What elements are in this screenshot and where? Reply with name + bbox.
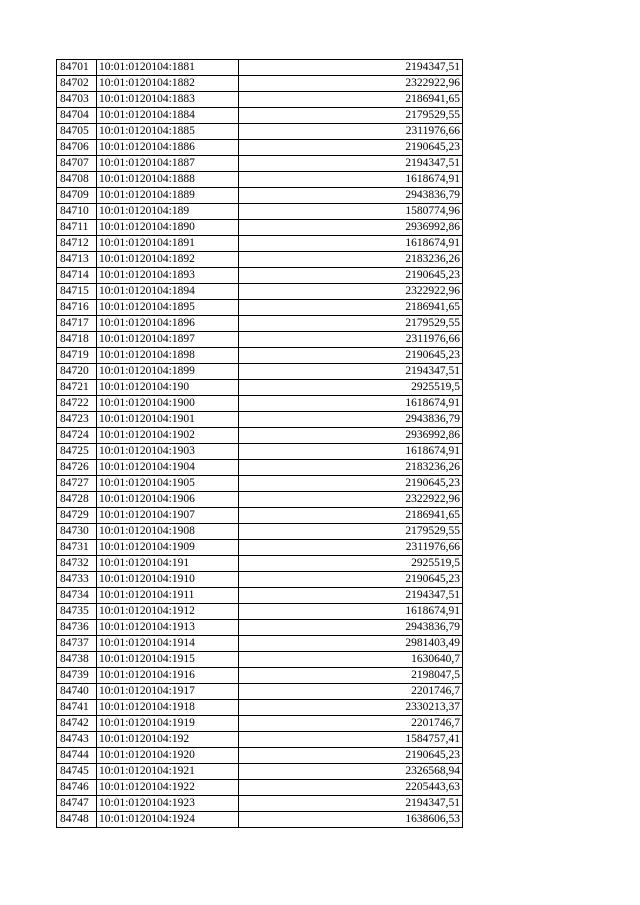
table-row xyxy=(57,332,463,348)
cadastral-number-cell: 10:01:0120104:1894 xyxy=(97,284,239,300)
cadastral-number-cell: 10:01:0120104:1907 xyxy=(97,508,239,524)
table-row xyxy=(57,460,463,476)
row-number-cell: 84733 xyxy=(57,572,97,588)
value-cell: 2326568,94 xyxy=(239,764,463,780)
row-number-cell: 84714 xyxy=(57,268,97,284)
table-row xyxy=(57,700,463,716)
value-cell: 2194347,51 xyxy=(239,364,463,380)
row-number-cell: 84711 xyxy=(57,220,97,236)
value-cell: 2194347,51 xyxy=(239,588,463,604)
row-number-cell: 84705 xyxy=(57,124,97,140)
cadastral-number-cell: 10:01:0120104:190 xyxy=(97,380,239,396)
table-row xyxy=(57,572,463,588)
table-row xyxy=(57,412,463,428)
table-row xyxy=(57,652,463,668)
value-cell: 2936992,86 xyxy=(239,220,463,236)
cadastral-number-cell: 10:01:0120104:1882 xyxy=(97,76,239,92)
value-cell: 1630640,7 xyxy=(239,652,463,668)
value-cell: 2190645,23 xyxy=(239,140,463,156)
cadastral-value-table xyxy=(56,59,463,828)
table-row xyxy=(57,476,463,492)
value-cell: 2322922,96 xyxy=(239,76,463,92)
cadastral-number-cell: 10:01:0120104:1915 xyxy=(97,652,239,668)
table-row xyxy=(57,76,463,92)
table-row xyxy=(57,588,463,604)
row-number-cell: 84743 xyxy=(57,732,97,748)
cadastral-number-cell: 10:01:0120104:1889 xyxy=(97,188,239,204)
cadastral-number-cell: 10:01:0120104:1893 xyxy=(97,268,239,284)
row-number-cell: 84720 xyxy=(57,364,97,380)
table-row xyxy=(57,108,463,124)
table-row xyxy=(57,60,463,76)
value-cell: 2322922,96 xyxy=(239,492,463,508)
row-number-cell: 84735 xyxy=(57,604,97,620)
row-number-cell: 84732 xyxy=(57,556,97,572)
cadastral-number-cell: 10:01:0120104:1898 xyxy=(97,348,239,364)
cadastral-number-cell: 10:01:0120104:189 xyxy=(97,204,239,220)
cadastral-number-cell: 10:01:0120104:1892 xyxy=(97,252,239,268)
row-number-cell: 84724 xyxy=(57,428,97,444)
table-row xyxy=(57,252,463,268)
cadastral-number-cell: 10:01:0120104:1924 xyxy=(97,812,239,828)
value-cell: 2183236,26 xyxy=(239,252,463,268)
row-number-cell: 84708 xyxy=(57,172,97,188)
table-row xyxy=(57,364,463,380)
row-number-cell: 84723 xyxy=(57,412,97,428)
cadastral-number-cell: 10:01:0120104:1895 xyxy=(97,300,239,316)
table-row xyxy=(57,220,463,236)
row-number-cell: 84716 xyxy=(57,300,97,316)
table-row xyxy=(57,156,463,172)
row-number-cell: 84713 xyxy=(57,252,97,268)
value-cell: 2330213,37 xyxy=(239,700,463,716)
table-row xyxy=(57,268,463,284)
table-row xyxy=(57,796,463,812)
value-cell: 2201746,7 xyxy=(239,684,463,700)
row-number-cell: 84727 xyxy=(57,476,97,492)
cadastral-number-cell: 10:01:0120104:1897 xyxy=(97,332,239,348)
value-cell: 1618674,91 xyxy=(239,444,463,460)
table-row xyxy=(57,140,463,156)
value-cell: 2925519,5 xyxy=(239,556,463,572)
value-cell: 2194347,51 xyxy=(239,796,463,812)
cadastral-number-cell: 10:01:0120104:1885 xyxy=(97,124,239,140)
cadastral-number-cell: 10:01:0120104:1886 xyxy=(97,140,239,156)
row-number-cell: 84703 xyxy=(57,92,97,108)
value-cell: 2190645,23 xyxy=(239,572,463,588)
value-cell: 2194347,51 xyxy=(239,60,463,76)
value-cell: 2205443,63 xyxy=(239,780,463,796)
table-row xyxy=(57,716,463,732)
table-row xyxy=(57,380,463,396)
row-number-cell: 84719 xyxy=(57,348,97,364)
row-number-cell: 84736 xyxy=(57,620,97,636)
row-number-cell: 84741 xyxy=(57,700,97,716)
value-cell: 2198047,5 xyxy=(239,668,463,684)
row-number-cell: 84729 xyxy=(57,508,97,524)
cadastral-number-cell: 10:01:0120104:1888 xyxy=(97,172,239,188)
cadastral-number-cell: 10:01:0120104:1883 xyxy=(97,92,239,108)
cadastral-number-cell: 10:01:0120104:1904 xyxy=(97,460,239,476)
row-number-cell: 84734 xyxy=(57,588,97,604)
cadastral-number-cell: 10:01:0120104:1887 xyxy=(97,156,239,172)
row-number-cell: 84701 xyxy=(57,60,97,76)
value-cell: 1638606,53 xyxy=(239,812,463,828)
row-number-cell: 84725 xyxy=(57,444,97,460)
value-cell: 2190645,23 xyxy=(239,476,463,492)
cadastral-number-cell: 10:01:0120104:1918 xyxy=(97,700,239,716)
value-cell: 2179529,55 xyxy=(239,316,463,332)
row-number-cell: 84746 xyxy=(57,780,97,796)
cadastral-number-cell: 10:01:0120104:1909 xyxy=(97,540,239,556)
table-row xyxy=(57,124,463,140)
table-row xyxy=(57,780,463,796)
value-cell: 2190645,23 xyxy=(239,348,463,364)
value-cell: 2186941,65 xyxy=(239,300,463,316)
table-row xyxy=(57,732,463,748)
table-row xyxy=(57,684,463,700)
row-number-cell: 84726 xyxy=(57,460,97,476)
cadastral-number-cell: 10:01:0120104:1908 xyxy=(97,524,239,540)
value-cell: 2186941,65 xyxy=(239,92,463,108)
table-row xyxy=(57,92,463,108)
table-row xyxy=(57,764,463,780)
cadastral-number-cell: 10:01:0120104:1922 xyxy=(97,780,239,796)
value-cell: 2943836,79 xyxy=(239,188,463,204)
table-row xyxy=(57,620,463,636)
table-row xyxy=(57,556,463,572)
value-cell: 2194347,51 xyxy=(239,156,463,172)
cadastral-number-cell: 10:01:0120104:1901 xyxy=(97,412,239,428)
row-number-cell: 84710 xyxy=(57,204,97,220)
row-number-cell: 84721 xyxy=(57,380,97,396)
row-number-cell: 84706 xyxy=(57,140,97,156)
table-row xyxy=(57,236,463,252)
row-number-cell: 84737 xyxy=(57,636,97,652)
cadastral-number-cell: 10:01:0120104:192 xyxy=(97,732,239,748)
row-number-cell: 84717 xyxy=(57,316,97,332)
value-cell: 2201746,7 xyxy=(239,716,463,732)
row-number-cell: 84740 xyxy=(57,684,97,700)
table-row xyxy=(57,172,463,188)
cadastral-number-cell: 10:01:0120104:1896 xyxy=(97,316,239,332)
table-row xyxy=(57,316,463,332)
table-row xyxy=(57,300,463,316)
table-row xyxy=(57,524,463,540)
cadastral-number-cell: 10:01:0120104:191 xyxy=(97,556,239,572)
table-row xyxy=(57,508,463,524)
cadastral-number-cell: 10:01:0120104:1914 xyxy=(97,636,239,652)
row-number-cell: 84728 xyxy=(57,492,97,508)
table-row xyxy=(57,204,463,220)
row-number-cell: 84730 xyxy=(57,524,97,540)
row-number-cell: 84747 xyxy=(57,796,97,812)
table-row xyxy=(57,636,463,652)
table-row xyxy=(57,396,463,412)
table-row xyxy=(57,348,463,364)
row-number-cell: 84715 xyxy=(57,284,97,300)
row-number-cell: 84739 xyxy=(57,668,97,684)
cadastral-number-cell: 10:01:0120104:1905 xyxy=(97,476,239,492)
row-number-cell: 84702 xyxy=(57,76,97,92)
cadastral-number-cell: 10:01:0120104:1881 xyxy=(97,60,239,76)
table-body xyxy=(57,60,463,828)
cadastral-number-cell: 10:01:0120104:1920 xyxy=(97,748,239,764)
value-cell: 2183236,26 xyxy=(239,460,463,476)
value-cell: 2190645,23 xyxy=(239,748,463,764)
value-cell: 1584757,41 xyxy=(239,732,463,748)
value-cell: 1618674,91 xyxy=(239,604,463,620)
row-number-cell: 84742 xyxy=(57,716,97,732)
cadastral-number-cell: 10:01:0120104:1919 xyxy=(97,716,239,732)
cadastral-number-cell: 10:01:0120104:1916 xyxy=(97,668,239,684)
table-row xyxy=(57,492,463,508)
row-number-cell: 84707 xyxy=(57,156,97,172)
cadastral-number-cell: 10:01:0120104:1923 xyxy=(97,796,239,812)
table-row xyxy=(57,444,463,460)
value-cell: 2179529,55 xyxy=(239,524,463,540)
cadastral-number-cell: 10:01:0120104:1890 xyxy=(97,220,239,236)
cadastral-number-cell: 10:01:0120104:1906 xyxy=(97,492,239,508)
cadastral-number-cell: 10:01:0120104:1902 xyxy=(97,428,239,444)
row-number-cell: 84748 xyxy=(57,812,97,828)
row-number-cell: 84722 xyxy=(57,396,97,412)
value-cell: 2311976,66 xyxy=(239,124,463,140)
table-row xyxy=(57,812,463,828)
cadastral-number-cell: 10:01:0120104:1917 xyxy=(97,684,239,700)
value-cell: 2186941,65 xyxy=(239,508,463,524)
value-cell: 2311976,66 xyxy=(239,332,463,348)
cadastral-number-cell: 10:01:0120104:1899 xyxy=(97,364,239,380)
table-row xyxy=(57,540,463,556)
cadastral-number-cell: 10:01:0120104:1891 xyxy=(97,236,239,252)
table-row xyxy=(57,284,463,300)
value-cell: 1618674,91 xyxy=(239,236,463,252)
value-cell: 2943836,79 xyxy=(239,620,463,636)
row-number-cell: 84738 xyxy=(57,652,97,668)
row-number-cell: 84731 xyxy=(57,540,97,556)
cadastral-number-cell: 10:01:0120104:1913 xyxy=(97,620,239,636)
cadastral-number-cell: 10:01:0120104:1910 xyxy=(97,572,239,588)
cadastral-number-cell: 10:01:0120104:1900 xyxy=(97,396,239,412)
table-row xyxy=(57,604,463,620)
cadastral-number-cell: 10:01:0120104:1921 xyxy=(97,764,239,780)
table-row xyxy=(57,668,463,684)
cadastral-number-cell: 10:01:0120104:1884 xyxy=(97,108,239,124)
row-number-cell: 84709 xyxy=(57,188,97,204)
table-row xyxy=(57,188,463,204)
value-cell: 2936992,86 xyxy=(239,428,463,444)
cadastral-number-cell: 10:01:0120104:1903 xyxy=(97,444,239,460)
row-number-cell: 84745 xyxy=(57,764,97,780)
table-row xyxy=(57,748,463,764)
value-cell: 2190645,23 xyxy=(239,268,463,284)
cadastral-number-cell: 10:01:0120104:1911 xyxy=(97,588,239,604)
table-row xyxy=(57,428,463,444)
value-cell: 2925519,5 xyxy=(239,380,463,396)
value-cell: 1580774,96 xyxy=(239,204,463,220)
value-cell: 1618674,91 xyxy=(239,396,463,412)
value-cell: 2311976,66 xyxy=(239,540,463,556)
value-cell: 2943836,79 xyxy=(239,412,463,428)
value-cell: 1618674,91 xyxy=(239,172,463,188)
cadastral-number-cell: 10:01:0120104:1912 xyxy=(97,604,239,620)
row-number-cell: 84704 xyxy=(57,108,97,124)
row-number-cell: 84712 xyxy=(57,236,97,252)
value-cell: 2322922,96 xyxy=(239,284,463,300)
value-cell: 2179529,55 xyxy=(239,108,463,124)
row-number-cell: 84718 xyxy=(57,332,97,348)
row-number-cell: 84744 xyxy=(57,748,97,764)
value-cell: 2981403,49 xyxy=(239,636,463,652)
